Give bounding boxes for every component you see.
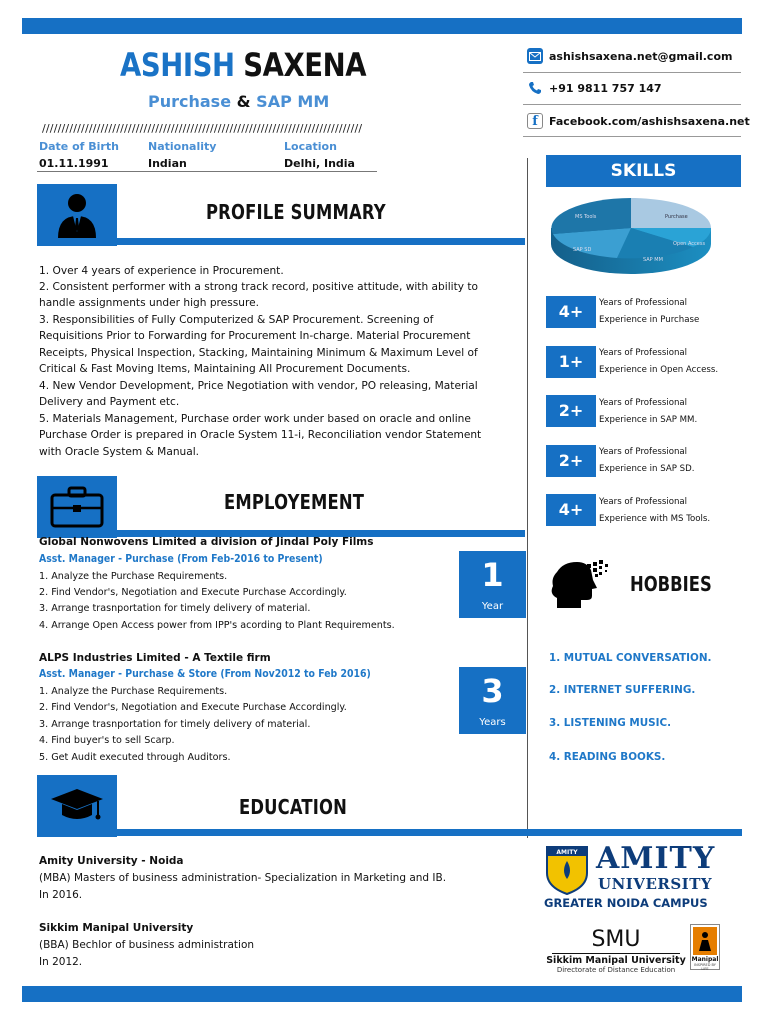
hobby-item: 4. READING BOOKS. — [549, 751, 666, 763]
job-task: 4. Find buyer's to sell Scarp. — [39, 735, 175, 746]
amity-university-text: UNIVERSITY — [598, 875, 713, 893]
pie-label: SAP SD — [573, 247, 592, 253]
job-duration-label: Year — [481, 601, 504, 612]
pie-label: Open Access — [673, 241, 706, 247]
divider-slashes: ////////////////////////////////////////////////////////////////////////////////// — [42, 122, 363, 135]
employment-icon-box — [37, 476, 117, 538]
education-entry — [39, 853, 509, 904]
contact-divider — [523, 104, 741, 105]
facebook-icon: f — [527, 113, 543, 129]
manipal-figure-icon — [697, 931, 713, 951]
job-company: Global Nonwovens Limited a division of Jindal Poly Films — [39, 536, 374, 548]
job-post: Asst. Manager - Purchase & Store (From Nov2012 to Feb 2016) — [39, 668, 371, 680]
skill-description: Years of Professional Experience in Purchase — [599, 298, 700, 325]
profile-point: 2. Consistent performer with a strong track record, positive attitude, with ability to handle assignments under high pressure. — [39, 281, 479, 310]
job-duration-box — [459, 667, 526, 734]
amity-campus-text: GREATER NOIDA CAMPUS — [544, 896, 708, 910]
profile-point: 3. Responsibilities of Fully Computerized & SAP Procurement. Screening of Requisitions Prior to Forwarding for Procurement In-charge. Material Procurement Receipts, Physical Inspection, Stacking, Maintaining Minimum & Maximum Level of Critical & Fast Moving Items, Maintaining All Procurement Documents. — [39, 314, 478, 376]
school-name: Amity University - Noida — [39, 855, 184, 867]
skill-years-badge: 2+ — [546, 445, 596, 477]
manipal-text: Manipal — [691, 956, 719, 963]
contact-facebook[interactable]: f Facebook.com/ashishsaxena.net — [527, 109, 742, 133]
pie-slice-purchase — [631, 198, 711, 228]
bottom-bar — [22, 986, 742, 1002]
hobby-item: 3. LISTENING MUSIC. — [549, 717, 672, 729]
job-duration-box — [459, 551, 526, 618]
smu-abbr: SMU — [591, 927, 641, 952]
smu-underline — [552, 953, 680, 954]
dob-value: 01.11.1991 — [39, 157, 109, 170]
nationality-value: Indian — [148, 157, 187, 170]
column-divider — [527, 158, 528, 838]
contact-email[interactable]: ashishsaxena.net@gmail.com — [527, 44, 742, 68]
person-icon — [56, 192, 98, 238]
job-task: 3. Arrange trasnportation for timely delivery of material. — [39, 603, 311, 614]
job-task: 1. Analyze the Purchase Requirements. — [39, 686, 228, 697]
profile-point: 1. Over 4 years of experience in Procurement. — [39, 265, 284, 277]
smu-logo — [546, 928, 686, 976]
profile-icon-box — [37, 184, 117, 246]
job-duration-number: 1 — [481, 556, 504, 594]
skills-pie-chart — [547, 194, 717, 284]
education-entry — [39, 920, 509, 971]
smu-dept: Directorate of Distance Education — [556, 966, 676, 974]
candidate-name: ASHISH SAXENA — [120, 46, 367, 84]
smu-name: Sikkim Manipal University — [546, 955, 686, 966]
contact-phone[interactable]: +91 9811 757 147 — [527, 76, 742, 100]
info-divider — [37, 171, 377, 172]
head-thinking-icon — [549, 558, 611, 610]
svg-text:AMITY: AMITY — [556, 849, 578, 856]
pie-label: MS Tools — [575, 214, 597, 220]
skill-years-badge: 2+ — [546, 395, 596, 427]
graduation-cap-icon — [49, 786, 105, 826]
job-task: 2. Find Vendor's, Negotiation and Execute Purchase Accordingly. — [39, 587, 347, 598]
profile-underline — [117, 238, 525, 245]
job-duration-number: 3 — [481, 672, 504, 710]
pie-label: SAP MM — [643, 257, 663, 263]
location-label: Location — [284, 140, 337, 153]
job-post: Asst. Manager - Purchase (From Feb-2016 to Present) — [39, 553, 323, 565]
pie-label: Purchase — [665, 214, 688, 220]
skill-description: Years of Professional Experience with MS Tools. — [599, 497, 711, 524]
skill-years-badge: 1+ — [546, 346, 596, 378]
top-bar — [22, 18, 742, 34]
education-title: EDUCATION — [239, 795, 348, 819]
hobbies-title: HOBBIES — [630, 572, 712, 596]
job-task: 4. Arrange Open Access power from IPP's acording to Plant Requirements. — [39, 620, 395, 631]
nationality-label: Nationality — [148, 140, 217, 153]
manipal-tagline: INSPIRED BY LIFE — [694, 963, 716, 971]
profile-summary-title: PROFILE SUMMARY — [206, 200, 386, 224]
degree: (MBA) Masters of business administration- Specialization in Marketing and IB. — [39, 872, 447, 884]
skills-title: SKILLS — [546, 155, 741, 187]
skill-description: Years of Professional Experience in SAP MM. — [599, 398, 698, 425]
candidate-role: Purchase & SAP MM — [148, 92, 330, 111]
amity-crest-icon — [544, 845, 590, 895]
hobby-item: 2. INTERNET SUFFERING. — [549, 684, 696, 696]
skill-years-badge: 4+ — [546, 296, 596, 328]
school-name: Sikkim Manipal University — [39, 922, 194, 934]
contact-divider — [523, 136, 741, 137]
skill-description: Years of Professional Experience in Open Access. — [599, 348, 719, 375]
degree-year: In 2016. — [39, 889, 83, 901]
location-value: Delhi, India — [284, 157, 355, 170]
education-icon-box — [37, 775, 117, 837]
job-duration-label: Years — [479, 717, 506, 728]
manipal-logo — [690, 924, 720, 970]
skill-years-badge: 4+ — [546, 494, 596, 526]
email-icon — [527, 48, 543, 64]
job-task: 3. Arrange trasnportation for timely delivery of material. — [39, 719, 311, 730]
job-company: ALPS Industries Limited - A Textile firm — [39, 652, 271, 664]
degree: (BBA) Bechlor of business administration — [39, 939, 255, 951]
amity-logo — [544, 841, 724, 911]
profile-point: 5. Materials Management, Purchase order work under based on oracle and online Purchase Order is prepared in Oracle System 11-i, Reconciliation vendor Statement with Oracle System & Manual. — [39, 413, 482, 458]
job-task: 5. Get Audit executed through Auditors. — [39, 752, 231, 763]
job-task: 2. Find Vendor's, Negotiation and Execute Purchase Accordingly. — [39, 702, 347, 713]
employment-title: EMPLOYEMENT — [224, 490, 365, 514]
phone-icon — [527, 80, 543, 96]
skill-description: Years of Professional Experience in SAP SD. — [599, 447, 695, 474]
contact-divider — [523, 72, 741, 73]
degree-year: In 2012. — [39, 956, 83, 968]
education-underline — [117, 829, 742, 836]
briefcase-icon — [50, 486, 104, 528]
hobby-item: 1. MUTUAL CONVERSATION. — [549, 652, 712, 664]
profile-point: 4. New Vendor Development, Price Negotiation with vendor, PO releasing, Material Delivery and Payment etc. — [39, 380, 478, 409]
amity-wordmark: AMITY — [596, 841, 716, 876]
job-task: 1. Analyze the Purchase Requirements. — [39, 571, 228, 582]
dob-label: Date of Birth — [39, 140, 119, 153]
